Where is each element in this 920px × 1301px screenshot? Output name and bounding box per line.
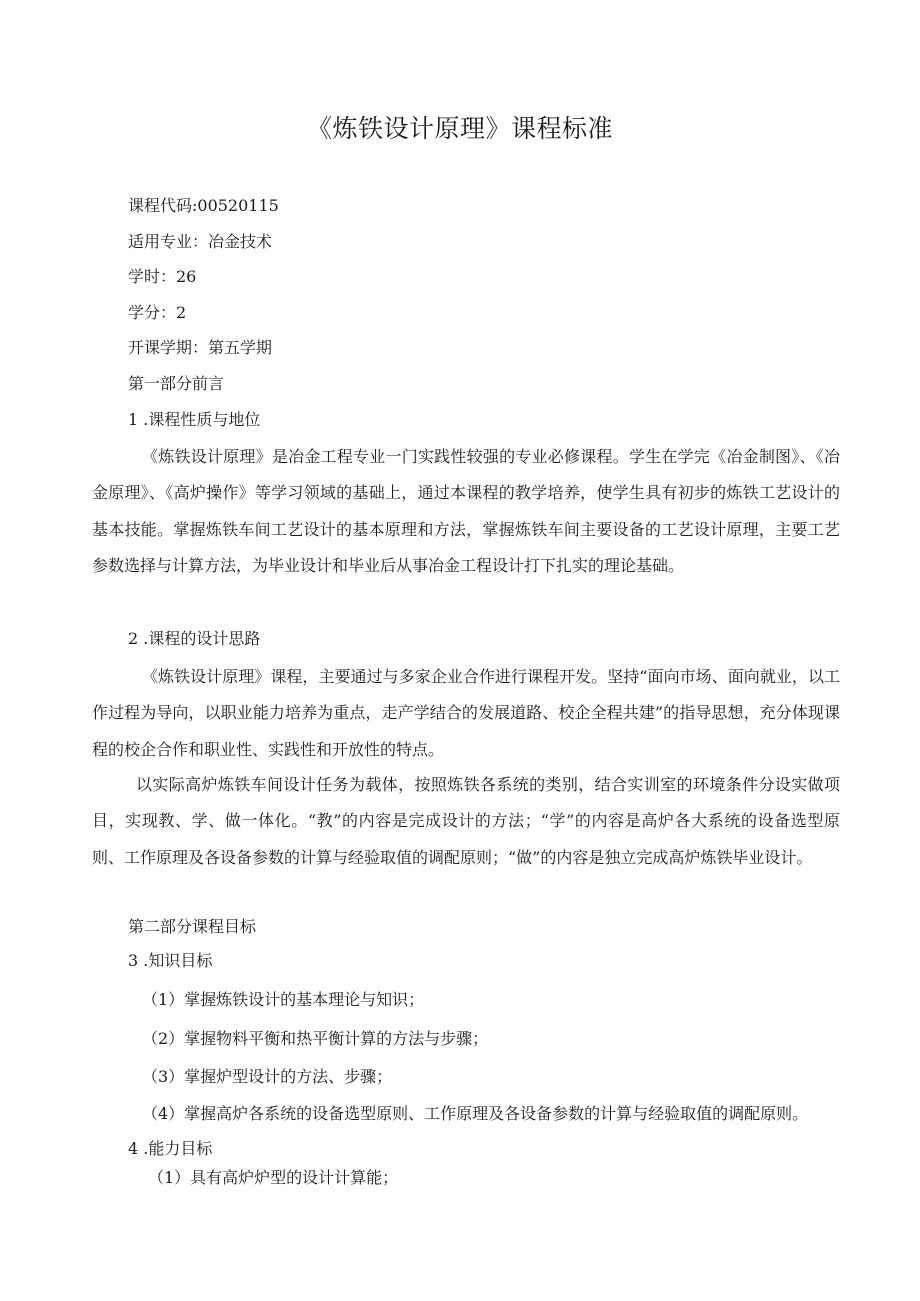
section2-body-1 (92, 659, 840, 768)
course-major: 适用专业：冶金技术 (128, 231, 273, 251)
section1 (92, 405, 840, 435)
course-semester: 开课学期：第五学期 (128, 338, 273, 357)
section3-list-item (142, 1099, 890, 1129)
section3 (92, 946, 840, 976)
knowledge-goal-4: （4）掌握高炉各系统的设备选型原则、工作原理及各设备参数的计算与经验取值的调配原则。 (142, 1104, 809, 1123)
section1-paragraph: 《炼铁设计原理》是冶金工程专业一门实践性较强的专业必修课程。学生在学完《冶金制图》、《冶金原理》、《高炉操作》等学习领域的基础上，通过本课程的教学培养，使学生具有初步的炼铁工艺设计的基本技能。掌握炼铁车间工艺设计的基本原理和方法，掌握炼铁车间主要设备的工艺设计原理，主要工艺参数选择与计算方法，为毕业设计和毕业后从事冶金工程设计打下扎实的理论基础。 (92, 447, 840, 576)
ability-goal-1: （1）具有高炉炉型的设计计算能； (148, 1168, 399, 1187)
course-credits: 学分：2 (128, 302, 187, 322)
document-title: 《炼铁设计原理》课程标准 (306, 114, 613, 143)
section1-heading: 1 .课程性质与地位 (128, 410, 261, 429)
section3-list-item (142, 985, 890, 1015)
part1-section (92, 369, 840, 399)
section1-body (92, 439, 840, 585)
section4 (92, 1134, 840, 1164)
part2-section (92, 912, 840, 942)
section3-list-item (142, 1024, 890, 1054)
knowledge-goal-1: （1）掌握炼铁设计的基本理论与知识； (142, 990, 425, 1009)
knowledge-goal-3: （3）掌握炉型设计的方法、步骤； (142, 1067, 393, 1086)
section4-list-item (148, 1163, 896, 1193)
course-info (128, 192, 279, 370)
section2-paragraph-1: 《炼铁设计原理》课程，主要通过与多家企业合作进行课程开发。坚持“面向市场、面向就业，以工作过程为导向，以职业能力培养为重点，走产学结合的发展道路、校企全程共建”的指导思想，充分体现课程的校企合作和职业性、实践性和开放性的特点。 (92, 667, 840, 759)
course-hours: 学时：26 (128, 267, 197, 286)
part1-heading: 第一部分前言 (128, 374, 225, 393)
section2-body-2 (92, 767, 840, 876)
course-code: 课程代码:00520115 (128, 196, 279, 215)
section2-heading: 2 .课程的设计思路 (128, 629, 261, 648)
section2 (92, 624, 840, 654)
knowledge-goal-2: （2）掌握物料平衡和热平衡计算的方法与步骤； (142, 1029, 489, 1048)
section3-list-item (142, 1062, 890, 1092)
section3-heading: 3 .知识目标 (128, 951, 213, 970)
section4-heading: 4 .能力目标 (128, 1139, 213, 1158)
section2-paragraph-2: 以实际高炉炼铁车间设计任务为载体，按照炼铁各系统的类别，结合实训室的环境条件分设实做项目，实现教、学、做一体化。“教”的内容是完成设计的方法；“学”的内容是高炉各大系统的设备选型原则、工作原理及各设备参数的计算与经验取值的调配原则；“做”的内容是独立完成高炉炼铁毕业设计。 (92, 775, 840, 867)
part2-heading: 第二部分课程目标 (128, 917, 257, 936)
